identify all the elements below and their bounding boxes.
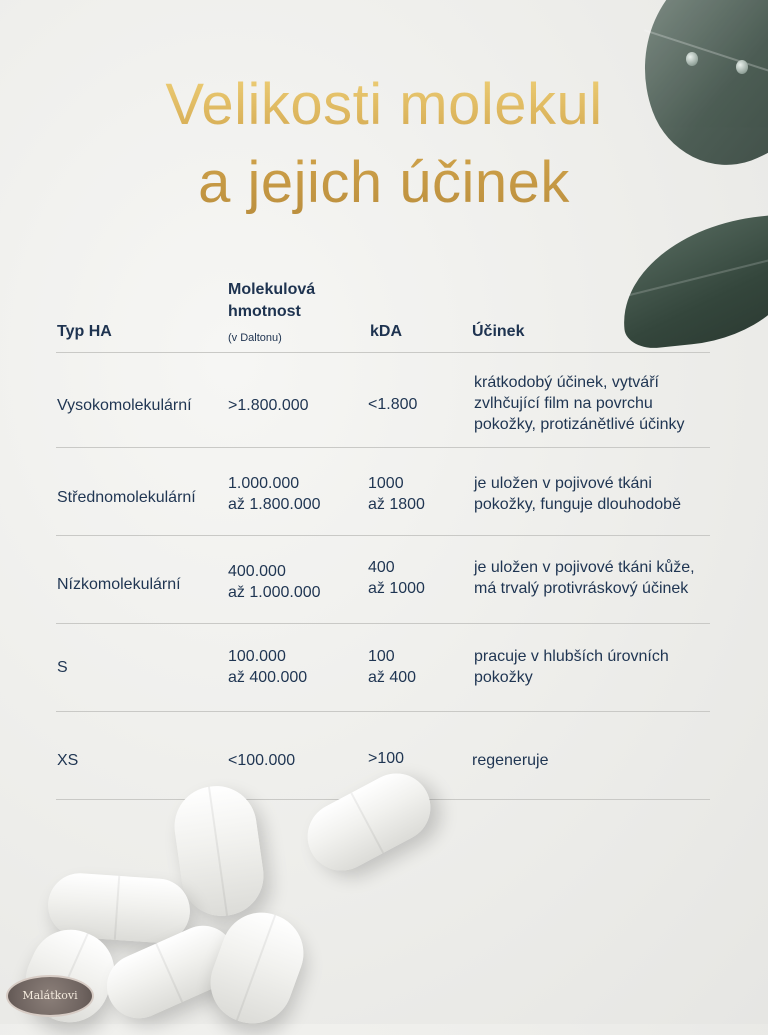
row-3-effect xyxy=(474,557,724,599)
table-divider xyxy=(56,447,710,448)
row-3-effect-line: je uložen v pojivové tkáni kůže, xyxy=(474,559,695,576)
row-1-mass: >1.800.000 xyxy=(228,397,309,414)
table-divider xyxy=(56,352,710,353)
row-3-kda-line: až 1000 xyxy=(368,580,425,597)
row-1-effect-line: krátkodobý účinek, vytváří xyxy=(474,374,659,391)
row-4-type: S xyxy=(57,659,68,676)
header-kda: kDA xyxy=(370,323,403,340)
row-4-kda xyxy=(368,646,416,688)
capsule-image xyxy=(296,761,443,882)
row-3-kda xyxy=(368,557,425,599)
row-4-mass-line: až 400.000 xyxy=(228,669,308,686)
water-drop-icon xyxy=(686,52,698,66)
row-5-mass: <100.000 xyxy=(228,752,296,769)
row-1-effect-line: zvlhčující film na povrchu xyxy=(474,395,653,412)
row-2-mass xyxy=(228,473,321,515)
row-3-kda-line: 400 xyxy=(368,559,395,576)
title-line-1: Velikosti molekul xyxy=(165,72,603,137)
row-4-mass xyxy=(228,646,307,688)
row-4-kda-line: až 400 xyxy=(368,669,417,686)
row-3-mass xyxy=(228,561,321,603)
row-1-effect-line: pokožky, protizánětlivé účinky xyxy=(474,416,685,433)
watermark-text: Malátkovi xyxy=(22,989,78,1002)
row-2-kda-line: až 1800 xyxy=(368,496,425,513)
header-type: Typ HA xyxy=(57,323,112,340)
header-mass-line-1: Molekulová xyxy=(228,281,316,298)
row-2-type: Střednomolekulární xyxy=(57,489,196,506)
row-2-kda-line: 1000 xyxy=(368,475,404,492)
row-3-mass-line: až 1.000.000 xyxy=(228,584,321,601)
page-title xyxy=(0,66,768,222)
row-3-type: Nízkomolekulární xyxy=(57,576,181,593)
row-1-type: Vysokomolekulární xyxy=(57,397,192,414)
watermark-logo xyxy=(6,975,94,1017)
header-effect: Účinek xyxy=(472,323,525,340)
row-4-effect-line: pokožky xyxy=(474,669,533,686)
row-5-type: XS xyxy=(57,752,79,769)
table-divider xyxy=(56,535,710,536)
row-3-mass-line: 400.000 xyxy=(228,563,286,580)
row-2-kda xyxy=(368,473,425,515)
row-2-mass-line: až 1.800.000 xyxy=(228,496,321,513)
row-4-mass-line: 100.000 xyxy=(228,648,286,665)
row-1-kda: <1.800 xyxy=(368,396,418,413)
row-2-mass-line: 1.000.000 xyxy=(228,475,300,492)
table-divider xyxy=(56,711,710,712)
table-divider xyxy=(56,623,710,624)
row-1-effect xyxy=(474,372,724,435)
title-line-2: a jejich účinek xyxy=(198,150,570,215)
header-mass-line-2: hmotnost xyxy=(228,303,301,320)
row-2-effect-line: je uložen v pojivové tkáni xyxy=(474,475,652,492)
row-2-effect-line: pokožky, funguje dlouhodobě xyxy=(474,496,681,513)
row-4-effect xyxy=(474,646,724,688)
leaf-middle-right-image xyxy=(614,213,768,351)
header-molecular-mass xyxy=(228,279,315,349)
row-3-effect-line: má trvalý protivráskový účinek xyxy=(474,580,689,597)
row-5-effect: regeneruje xyxy=(472,752,549,769)
capsule-image xyxy=(199,901,314,1034)
row-5-kda: >100 xyxy=(368,750,405,767)
header-mass-unit: (v Daltonu) xyxy=(228,332,282,344)
row-4-kda-line: 100 xyxy=(368,648,395,665)
row-2-effect xyxy=(474,473,724,515)
row-4-effect-line: pracuje v hlubších úrovních xyxy=(474,648,669,665)
